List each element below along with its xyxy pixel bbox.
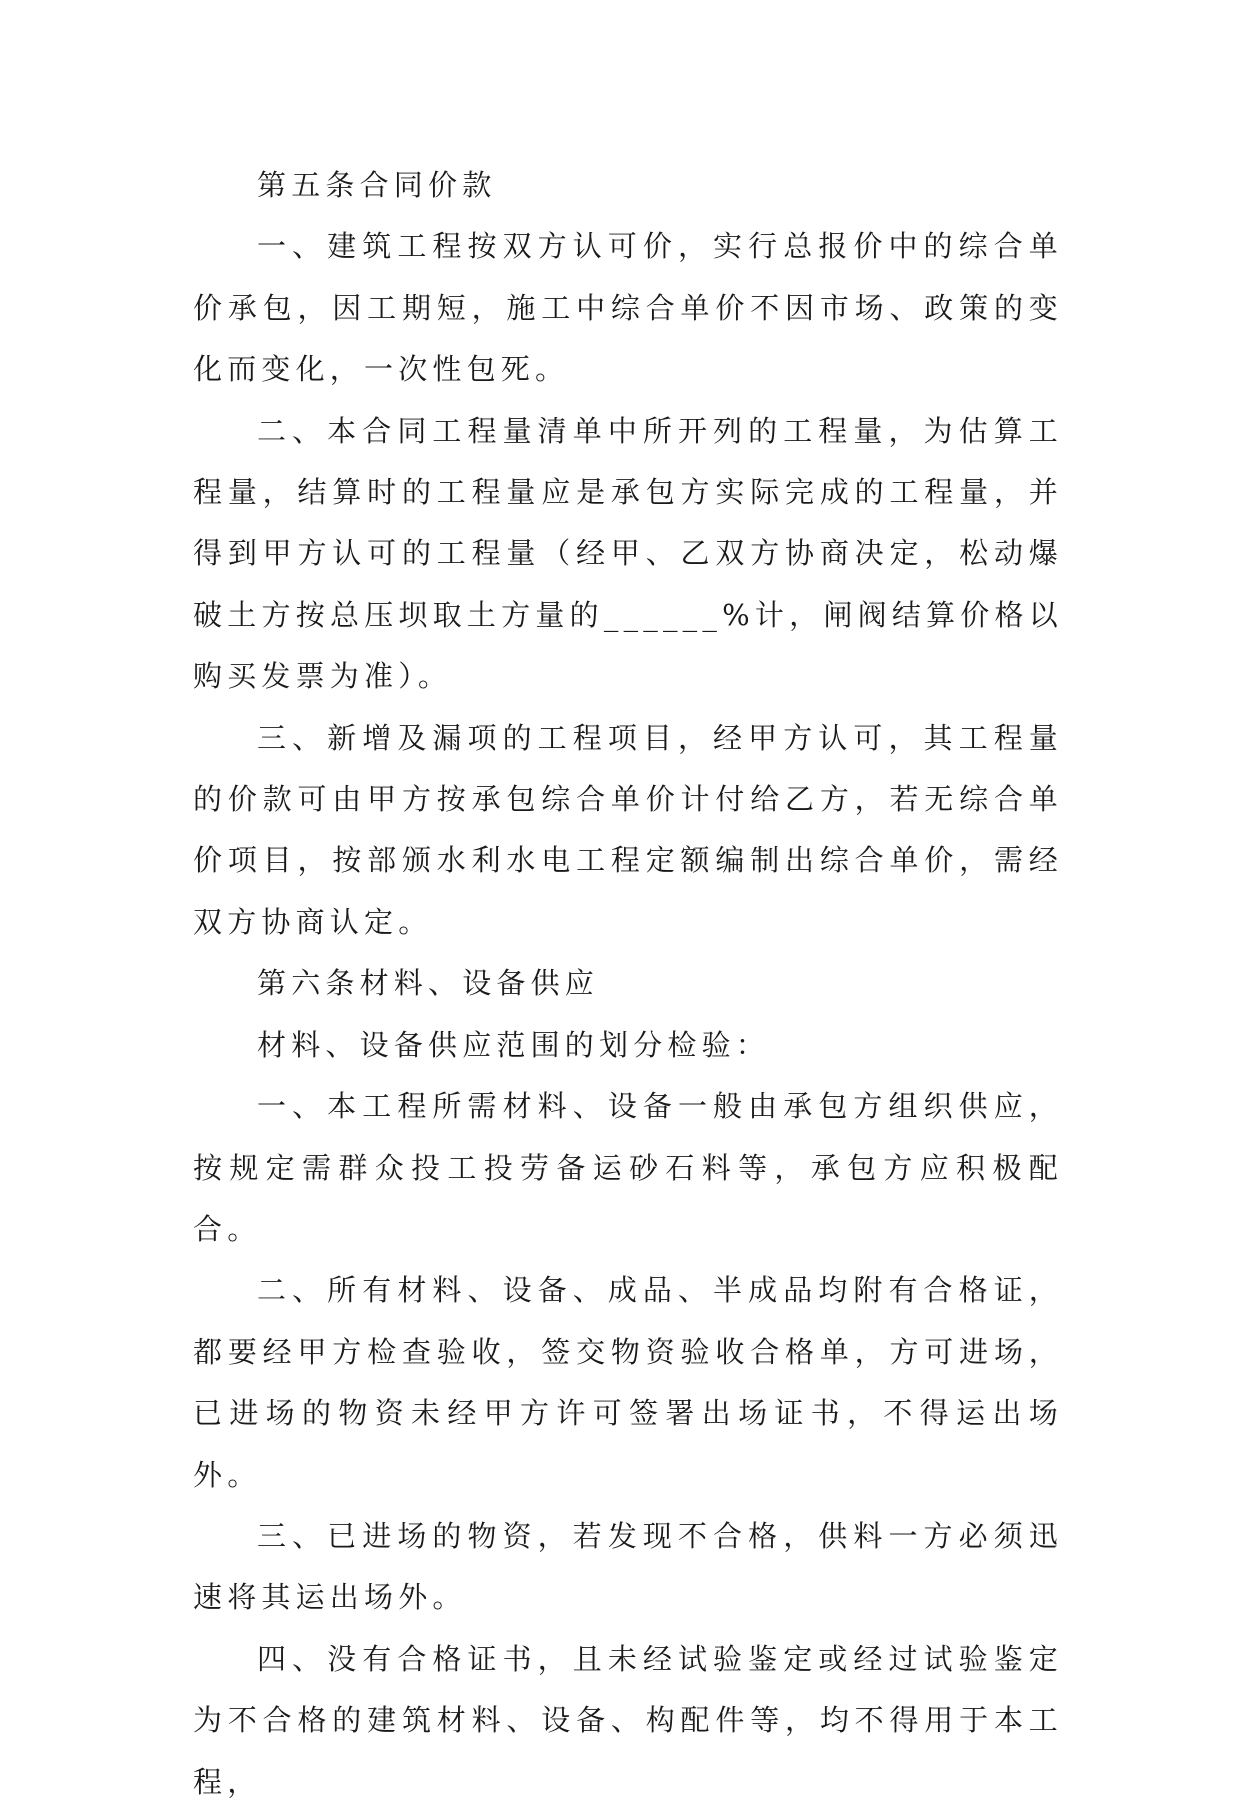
article-6-clause-4: 四、没有合格证书，且未经试验鉴定或经过试验鉴定为不合格的建筑材料、设备、构配件等，均不得用于本工程， (193, 1641, 1063, 1799)
article-6-clause-1: 一、本工程所需材料、设备一般由承包方组织供应，按规定需群众投工投劳备运砂石料等，承包方应积极配合。 (193, 1089, 1063, 1246)
article-6-heading: 第六条材料、设备供应 (257, 966, 600, 1001)
article-5-clause-1: 一、建筑工程按双方认可价，实行总报价中的综合单价承包，因工期短，施工中综合单价不因市场、政策的变化而变化，一次性包死。 (193, 229, 1063, 387)
article-6-clause-2: 二、所有材料、设备、成品、半成品均附有合格证，都要经甲方检查验收，签交物资验收合格单，方可进场，已进场的物资未经甲方许可签署出场证书，不得运出场外。 (193, 1273, 1063, 1492)
article-6-clause-3: 三、已进场的物资，若发现不合格，供料一方必须迅速将其运出场外。 (193, 1518, 1063, 1615)
article-5-clause-3: 三、新增及漏项的工程项目，经甲方认可，其工程量的价款可由甲方按承包综合单价计付给乙方，若无综合单价项目，按部颁水利水电工程定额编制出综合单价，需经双方协商认定。 (193, 720, 1063, 939)
article-5-clause-2: 二、本合同工程量清单中所开列的工程量，为估算工程量，结算时的工程量应是承包方实际完成的工程量，并得到甲方认可的工程量（经甲、乙双方协商决定，松动爆破土方按总压坝取土方量的______%计，闸阀结算价格以购买发票为准）。 (193, 413, 1063, 694)
document-body (193, 155, 1063, 1813)
article-6-intro: 材料、设备供应范围的划分检验： (257, 1027, 771, 1062)
article-5-heading: 第五条合同价款 (257, 168, 497, 202)
